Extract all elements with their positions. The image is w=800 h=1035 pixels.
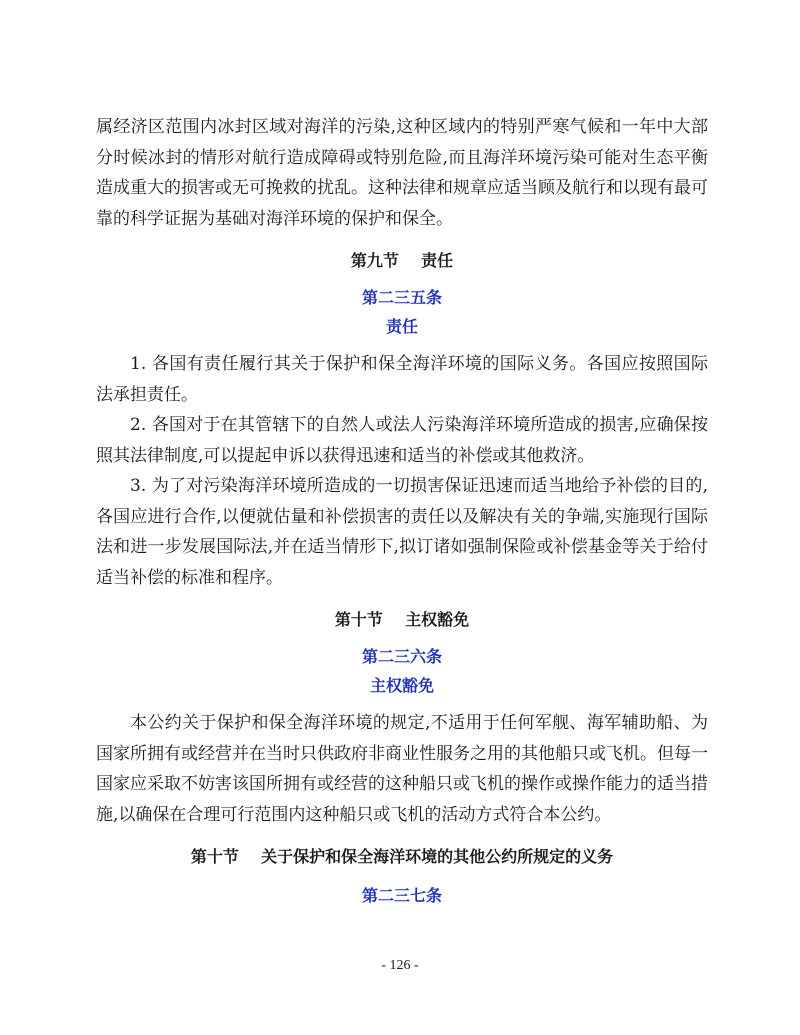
article-237-number: 第二三七条 [361, 886, 442, 905]
article-235-item-3: 3. 为了对污染海洋环境所造成的一切损害保证迅速而适当地给予补偿的目的,各国应进行合作,以便就估量和补偿损害的责任以及解决有关的争端,实施现行国际法和进一步发展国际法,并在适当情形下,拟订诸如强制保险或补偿基金等关于给付适当补偿的标准和程序。 [96, 476, 708, 588]
article-235-item-1: 1. 各国有责任履行其关于保护和保全海洋环境的国际义务。各国应按照国际法承担责任。 [96, 354, 708, 405]
article-235-title: 责任 [385, 317, 418, 336]
section-10-other-conventions-heading: 第十节 关于保护和保全海洋环境的其他公约所规定的义务 [190, 847, 614, 866]
article-236-text: 本公约关于保护和保全海洋环境的规定,不适用于任何军舰、海军辅助船、为国家所拥有或经营并在当时只供政府非商业性服务之用的其他船只或飞机。但每一国家应采取不妨害该国所拥有或经营的这种船只或飞机的操作或操作能力的适当措施,以确保在合理可行范围内这种船只或飞机的活动方式符合本公约。 [96, 713, 708, 825]
article-235-item-2: 2. 各国对于在其管辖下的自然人或法人污染海洋环境所造成的损害,应确保按照其法律制度,可以提起申诉以获得迅速和适当的补偿或其他救济。 [96, 415, 708, 466]
section-9-heading: 第九节 责任 [350, 251, 454, 270]
paragraph-continued: 属经济区范围内冰封区域对海洋的污染,这种区域内的特别严寒气候和一年中大部分时候冰封的情形对航行造成障碍或特别危险,而且海洋环境污染可能对生态平衡造成重大的损害或无可挽救的扰乱。这种法律和规章应适当顾及航行和以现有最可靠的科学证据为基础对海洋环境的保护和保全。 [96, 117, 708, 229]
article-236-number: 第二三六条 [361, 647, 442, 666]
document-page [96, 112, 708, 906]
page-number: - 126 - [381, 958, 419, 973]
article-236-title: 主权豁免 [369, 676, 434, 695]
section-10-heading: 第十节 主权豁免 [334, 610, 470, 629]
article-235-number: 第二三五条 [361, 288, 442, 307]
